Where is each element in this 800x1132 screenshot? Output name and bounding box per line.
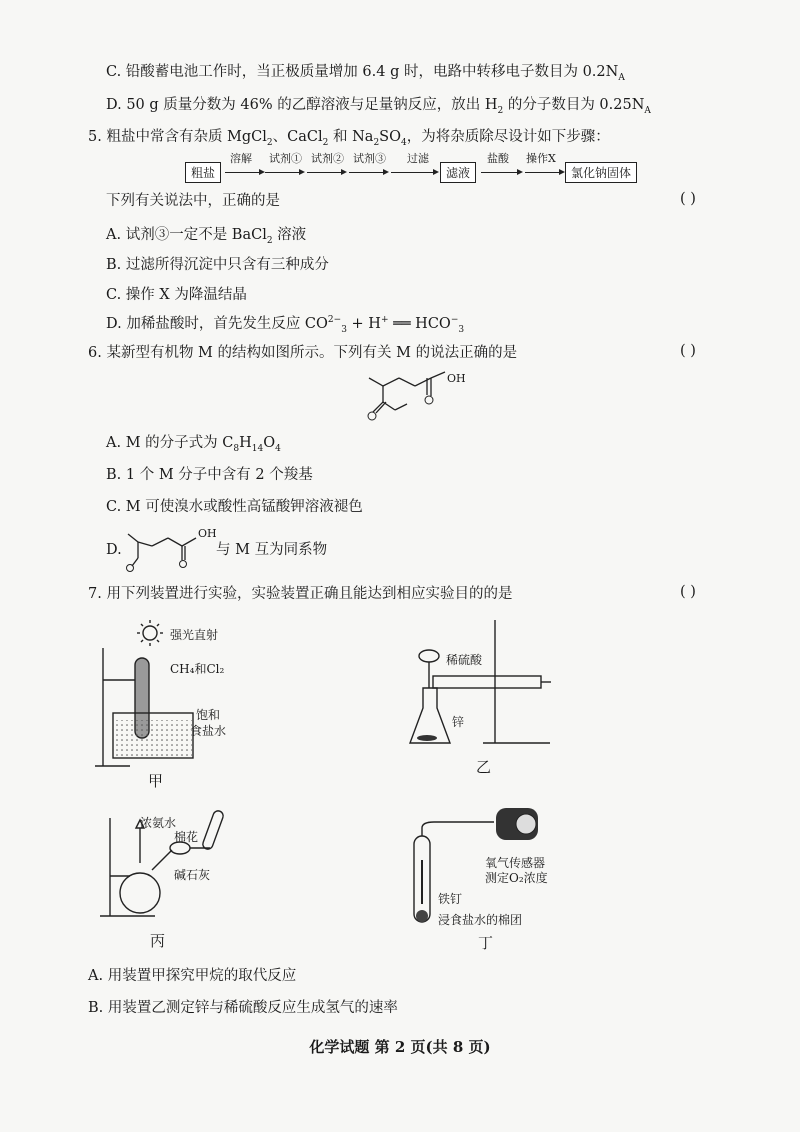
ding-cotton-label: 浸食盐水的棉团 [438, 913, 523, 927]
flow-step-1: 溶解 [230, 152, 252, 165]
flow-step-2: 试剂① [269, 152, 302, 165]
q7-answer-paren: ( ) [680, 584, 696, 600]
q5-option-c: C. 操作 X 为降温结晶 [106, 287, 247, 303]
flow-box-start: 粗盐 [185, 162, 221, 183]
flow-step-4: 试剂③ [353, 152, 386, 165]
flow-box-end: 氯化钠固体 [565, 162, 637, 183]
q6-option-d-text: 与 M 互为同系物 [216, 542, 328, 558]
q5-option-a: A. 试剂③一定不是 BaCl$_2$ 溶液 [106, 227, 307, 246]
flow-step-7: 操作X [526, 152, 556, 165]
q6-option-b: B. 1 个 M 分子中含有 2 个羧基 [106, 467, 313, 483]
yi-zinc-label: 锌 [452, 715, 465, 729]
jia-gas-label: CH₄和Cl₂ [170, 662, 225, 676]
jia-water-label-1: 饱和 [196, 708, 221, 722]
oxygen-atom-icon [425, 396, 433, 404]
jia-caption: 甲 [148, 772, 164, 790]
ding-caption: 丁 [478, 934, 494, 952]
q5-option-d: D. 加稀盐酸时，首先发生反应 $CO^{2-}_3 + H^+$ ══ $HCO^-_3$ [106, 315, 465, 335]
molecule-oh-label: OH [447, 372, 466, 385]
flow-step-6: 盐酸 [487, 152, 509, 165]
oxygen-atom-icon [180, 561, 187, 568]
ding-nail-label: 铁钉 [438, 892, 463, 906]
q6-option-d-letter: D. [106, 542, 122, 558]
ding-sensor-label-1: 氧气传感器 [485, 856, 546, 870]
q5-stem: 5. 粗盐中常含有杂质 MgCl$_2$、CaCl$_2$ 和 $Na_2SO_4$，为将杂质除尽设计如下步骤： [88, 129, 610, 148]
q6-answer-paren: ( ) [680, 343, 696, 359]
sun-icon [143, 626, 157, 640]
flow-step-3: 试剂② [311, 152, 344, 165]
oxygen-atom-icon [127, 565, 134, 572]
bing-ammonia-label: 浓氨水 [140, 816, 177, 830]
flow-arrow [349, 172, 387, 173]
q6-option-a: A. M 的分子式为 $C_8H_{14}O_4$ [106, 435, 281, 454]
bing-caption: 丙 [150, 932, 166, 950]
q5-answer-paren: ( ) [680, 191, 696, 207]
ding-sensor-label-2: 测定O₂浓度 [485, 871, 548, 885]
yi-acid-label: 稀硫酸 [446, 653, 483, 667]
flow-arrow [481, 172, 521, 173]
q4-option-c: C. 铅酸蓄电池工作时，当正极质量增加 6.4 g 时，电路中转移电子数目为 $0.2N_A$ [106, 64, 625, 83]
q5-option-b: B. 过滤所得沉淀中只含有三种成分 [106, 257, 329, 273]
bing-lime-label: 碱石灰 [174, 868, 211, 882]
flow-box-mid: 滤液 [440, 162, 476, 183]
q7-option-a: A. 用装置甲探究甲烷的取代反应 [88, 968, 297, 984]
q6-stem: 6. 某新型有机物 M 的结构如图所示。下列有关 M 的说法正确的是 [88, 345, 518, 361]
q7-stem: 7. 用下列装置进行实验，实验装置正确且能达到相应实验目的的是 [88, 586, 513, 602]
q6-option-c: C. M 可使溴水或酸性高锰酸钾溶液褪色 [106, 499, 363, 515]
yi-caption: 乙 [476, 758, 492, 776]
q5-prompt: 下列有关说法中，正确的是 [106, 193, 280, 209]
flow-arrow [391, 172, 437, 173]
q4-option-d: D. 50 g 质量分数为 46% 的乙醇溶液与足量钠反应，放出 $H_2$ 的分子数目为 $0.25N_A$ [106, 97, 651, 116]
page-footer: 化学试题 第 2 页(共 8 页) [309, 1038, 491, 1056]
jia-water-label-2: 食盐水 [190, 724, 227, 738]
flow-step-5: 过滤 [407, 152, 429, 165]
flow-arrow [265, 172, 303, 173]
bing-cotton-label: 棉花 [174, 830, 199, 844]
q7-option-b: B. 用装置乙测定锌与稀硫酸反应生成氢气的速率 [88, 1000, 398, 1016]
oxygen-atom-icon [368, 412, 376, 420]
flow-arrow [225, 172, 263, 173]
option-d-oh-label: OH [198, 527, 217, 540]
flow-arrow [307, 172, 345, 173]
apparatus-yi-drawing [405, 618, 565, 758]
jia-light-label: 强光直射 [170, 628, 219, 642]
flow-arrow [525, 172, 563, 173]
